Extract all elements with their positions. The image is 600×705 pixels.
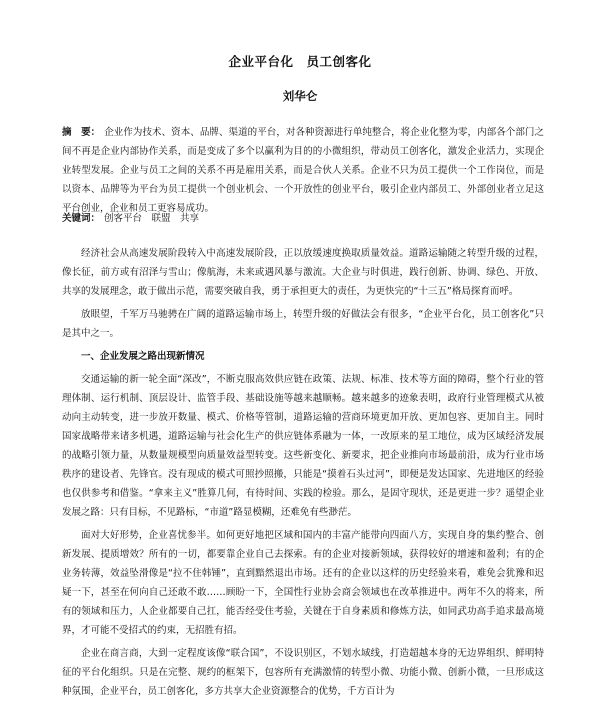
section-1-heading: 一、企业发展之路出现新情况	[81, 351, 205, 362]
intro-paragraph-2: 放眼望，千军万马驰骋在广阔的道路运输市场上，转型升级的好做法会有很多，“企业平台化，员工创客化”只是其中之一。	[62, 309, 544, 339]
keywords-label: 关键词：	[62, 213, 101, 224]
section-1-paragraph-1: 交通运输的新一轮全面“深改”，不断克服高效供应链在政策、法规、标准、技术等方面的障碍，整个行业的管理体制、运行机制、顶层设计、监管手段、基础设施等越来越顺畅。越来越多的迹象表明，政府行业管理模式从被动向主动转变，进一步放开数量、模式、价格等管制，道路运输的营商环境更加开放、更加包容、更加自主。同时国家战略带来诸多机遇，道路运输与社会化生产的供应链体系融为一体，一改原来的星工地位，成为区域经济发展的战略引领力量，从数量规模型向质量效益型转变。这些新变化、新要求，把企业推向市场最前沿，成为行业市场秩序的建设者、先锋官。没有现成的模式可照抄照搬，只能是“摸着石头过河”，即便是发达国家、先进地区的经验也仅供参考和借鉴。“拿来主义”胜算几何，有待时间、实践的检验。那么，是固守现状，还是更进一步？遥望企业发展之路：只有目标，不见路标，“市道”路显模糊，还难免有些渺茫。	[62, 374, 544, 518]
section-1-paragraph-2: 面对大好形势，企业喜忧参半。如何更好地把区域和国内的丰富产能带向四面八方，实现自身的集约整合、创新发展、提质增效？所有的一切，都要靠企业自己去探索。有的企业对接新领域，获得较好的增速和盈利；有的企业务转薄，效益坠滑像是“拉不住韩锤”，直到黯然退出市场。还有的企业以这样的历史经验来看，难免会犹豫和迟疑一下，甚至在何向自己还敢不敢……顾盼一下，全国性行业协会商会领域也在改革推进中。两年不久的将来，所有的领域和压力，人企业都要自己扛，能否经受住考验，关键在于自身素质和修炼方法，如同武功高手追求最高境界，才可能不受招式的约束，无招胜有招。	[62, 530, 544, 636]
intro-paragraph-1: 经济社会从高速发展阶段转入中高速发展阶段，正以放缓速度换取质量效益。道路运输随之转型升级的过程，像长征，前方或有沼泽与雪山；像航海，未来或遇风暴与激流。大企业与时俱进，践行创新、协调、绿色、开放、共享的发展理念，敢于做出示范，需要突破自我，勇于承担更大的责任，为更快完的“十三五”格局探育而呼。	[62, 248, 544, 297]
article-title: 企业平台化 员工创客化	[228, 54, 372, 69]
abstract-label: 摘 要：	[62, 127, 101, 138]
keywords-text: 创客平台 联盟 共享	[104, 213, 200, 224]
keywords	[62, 209, 199, 228]
abstract-text: 企业作为技术、资本、品牌、渠道的平台，对各种资源进行单纯整合，将企业化整为零，内部各个部门之间不再是企业内部协作关系，而是变成了多个以赢利为目的的小微组织，带动员工创客化，激发企业活力，实现企业转型发展。企业与员工之间的关系不再是雇用关系，而是合伙人关系。企业不只为员工提供一个工作岗位，而是以资本、品牌等为平台为员工提供一个创业机会、一个开放性的创业平台，吸引企业内部员工、外部创业者立足这平台创业，企业和员工更容易成功。	[62, 127, 544, 214]
article-body	[62, 244, 544, 705]
abstract	[62, 123, 544, 218]
article-author: 刘华仑	[282, 89, 318, 103]
section-1-paragraph-3: 企业在商言商，大到一定程度该像“联合国”，不设识别区，不划水域线，打造超越本身的无边界组织、鲜明特征的平台化组织。只是在完整、规约的框架下，包容所有充满激情的转型小微、功能小微、创新小微，一旦形成这种氛围，企业平台，员工创客化，多方共享大企业资源整合的优势，千方百计为	[62, 648, 544, 697]
